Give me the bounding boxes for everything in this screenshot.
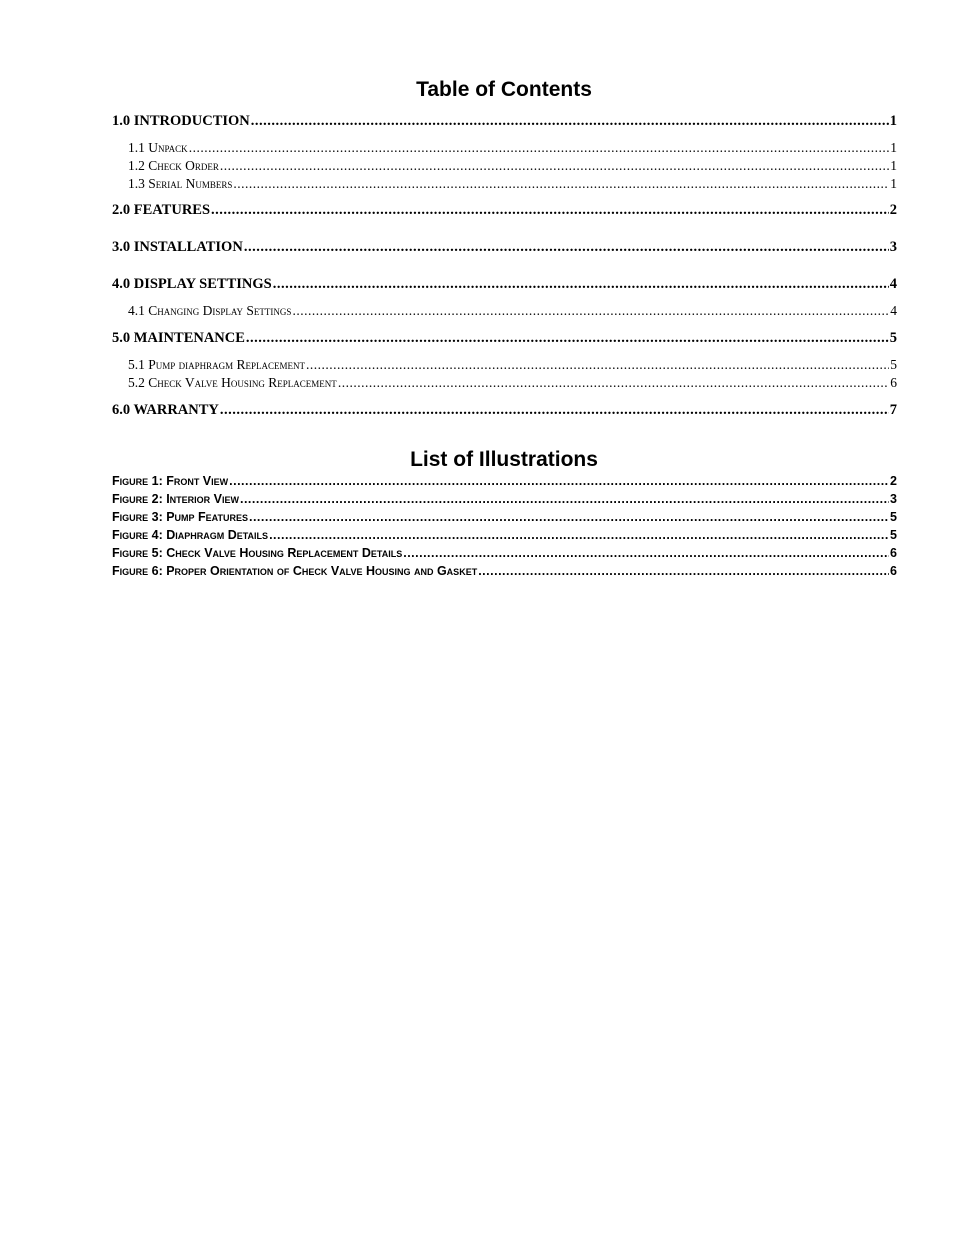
toc-entry-title: 5.2 Check Valve Housing Replacement — [128, 375, 337, 390]
toc-entry-introduction[interactable] — [112, 113, 897, 130]
dot-leader — [269, 528, 889, 543]
toc-entry-page: 5 — [889, 330, 897, 346]
dot-leader — [211, 202, 889, 219]
dot-leader — [306, 357, 889, 373]
figure-entry-2[interactable] — [112, 492, 897, 507]
figure-entry-page: 5 — [890, 528, 897, 542]
toc-entry-changing-display-settings[interactable] — [128, 303, 897, 319]
dot-leader — [338, 375, 889, 391]
toc-entry-title: 4.1 Changing Display Settings — [128, 303, 292, 318]
dot-leader — [478, 564, 889, 579]
toc-entry-page: 1 — [890, 176, 897, 191]
dot-leader — [189, 140, 890, 156]
toc-entry-pump-diaphragm-replacement[interactable] — [128, 357, 897, 373]
toc-entry-page: 2 — [889, 202, 897, 218]
toc-entry-title: 1.0 INTRODUCTION — [112, 113, 250, 129]
dot-leader — [292, 303, 889, 319]
figure-entry-page: 6 — [890, 546, 897, 560]
figure-entry-title: Figure 5: Check Valve Housing Replacement Details — [112, 546, 403, 560]
toc-entry-page: 5 — [890, 357, 897, 372]
toc-entry-title: 1.3 Serial Numbers — [128, 176, 233, 191]
figure-entry-4[interactable] — [112, 528, 897, 543]
figure-entry-1[interactable] — [112, 474, 897, 489]
dot-leader — [273, 276, 889, 293]
toc-entry-page: 6 — [890, 375, 897, 390]
toc-entry-installation[interactable] — [112, 239, 897, 256]
figure-entry-page: 3 — [890, 492, 897, 506]
toc-entry-features[interactable] — [112, 202, 897, 219]
figure-entry-title: Figure 3: Pump Features — [112, 510, 248, 524]
dot-leader — [240, 492, 889, 507]
dot-leader — [249, 510, 889, 525]
figure-entry-title: Figure 2: Interior View — [112, 492, 239, 506]
figure-entry-5[interactable] — [112, 546, 897, 561]
toc-entry-page: 1 — [889, 113, 897, 129]
toc-entry-title: 1.1 Unpack — [128, 140, 188, 155]
toc-entry-page: 4 — [889, 276, 897, 292]
toc-entry-warranty[interactable] — [112, 402, 897, 419]
dot-leader — [233, 176, 889, 192]
toc-entry-maintenance[interactable] — [112, 330, 897, 347]
dot-leader — [220, 158, 889, 174]
dot-leader — [246, 330, 889, 347]
figure-entry-page: 2 — [890, 474, 897, 488]
toc-entry-serial-numbers[interactable] — [128, 176, 897, 192]
toc-entry-title: 1.2 Check Order — [128, 158, 219, 173]
figure-entry-page: 6 — [890, 564, 897, 578]
list-of-illustrations-heading: List of Illustrations — [410, 448, 598, 471]
toc-entry-title: 6.0 WARRANTY — [112, 402, 219, 418]
figure-entry-6[interactable] — [112, 564, 897, 579]
figure-entry-page: 5 — [890, 510, 897, 524]
figure-entry-3[interactable] — [112, 510, 897, 525]
toc-entry-title: 4.0 DISPLAY SETTINGS — [112, 276, 272, 292]
toc-entry-page: 1 — [890, 140, 897, 155]
toc-entry-check-valve-housing-replacement[interactable] — [128, 375, 897, 391]
toc-entry-check-order[interactable] — [128, 158, 897, 174]
toc-entry-page: 4 — [890, 303, 897, 318]
dot-leader — [229, 474, 889, 489]
toc-entry-title: 5.0 MAINTENANCE — [112, 330, 245, 346]
toc-entry-title: 5.1 Pump diaphragm Replacement — [128, 357, 306, 372]
toc-entry-display-settings[interactable] — [112, 276, 897, 293]
dot-leader — [251, 113, 889, 130]
dot-leader — [403, 546, 889, 561]
figure-entry-title: Figure 1: Front View — [112, 474, 229, 488]
toc-entry-title: 2.0 FEATURES — [112, 202, 211, 218]
figure-entry-title: Figure 4: Diaphragm Details — [112, 528, 269, 542]
toc-entry-unpack[interactable] — [128, 140, 897, 156]
toc-entry-page: 1 — [890, 158, 897, 173]
dot-leader — [244, 239, 889, 256]
dot-leader — [220, 402, 889, 419]
toc-entry-page: 7 — [889, 402, 897, 418]
figure-entry-title: Figure 6: Proper Orientation of Check Valve Housing and Gasket — [112, 564, 478, 578]
toc-entry-page: 3 — [889, 239, 897, 255]
toc-entry-title: 3.0 INSTALLATION — [112, 239, 243, 255]
toc-heading: Table of Contents — [416, 78, 592, 101]
